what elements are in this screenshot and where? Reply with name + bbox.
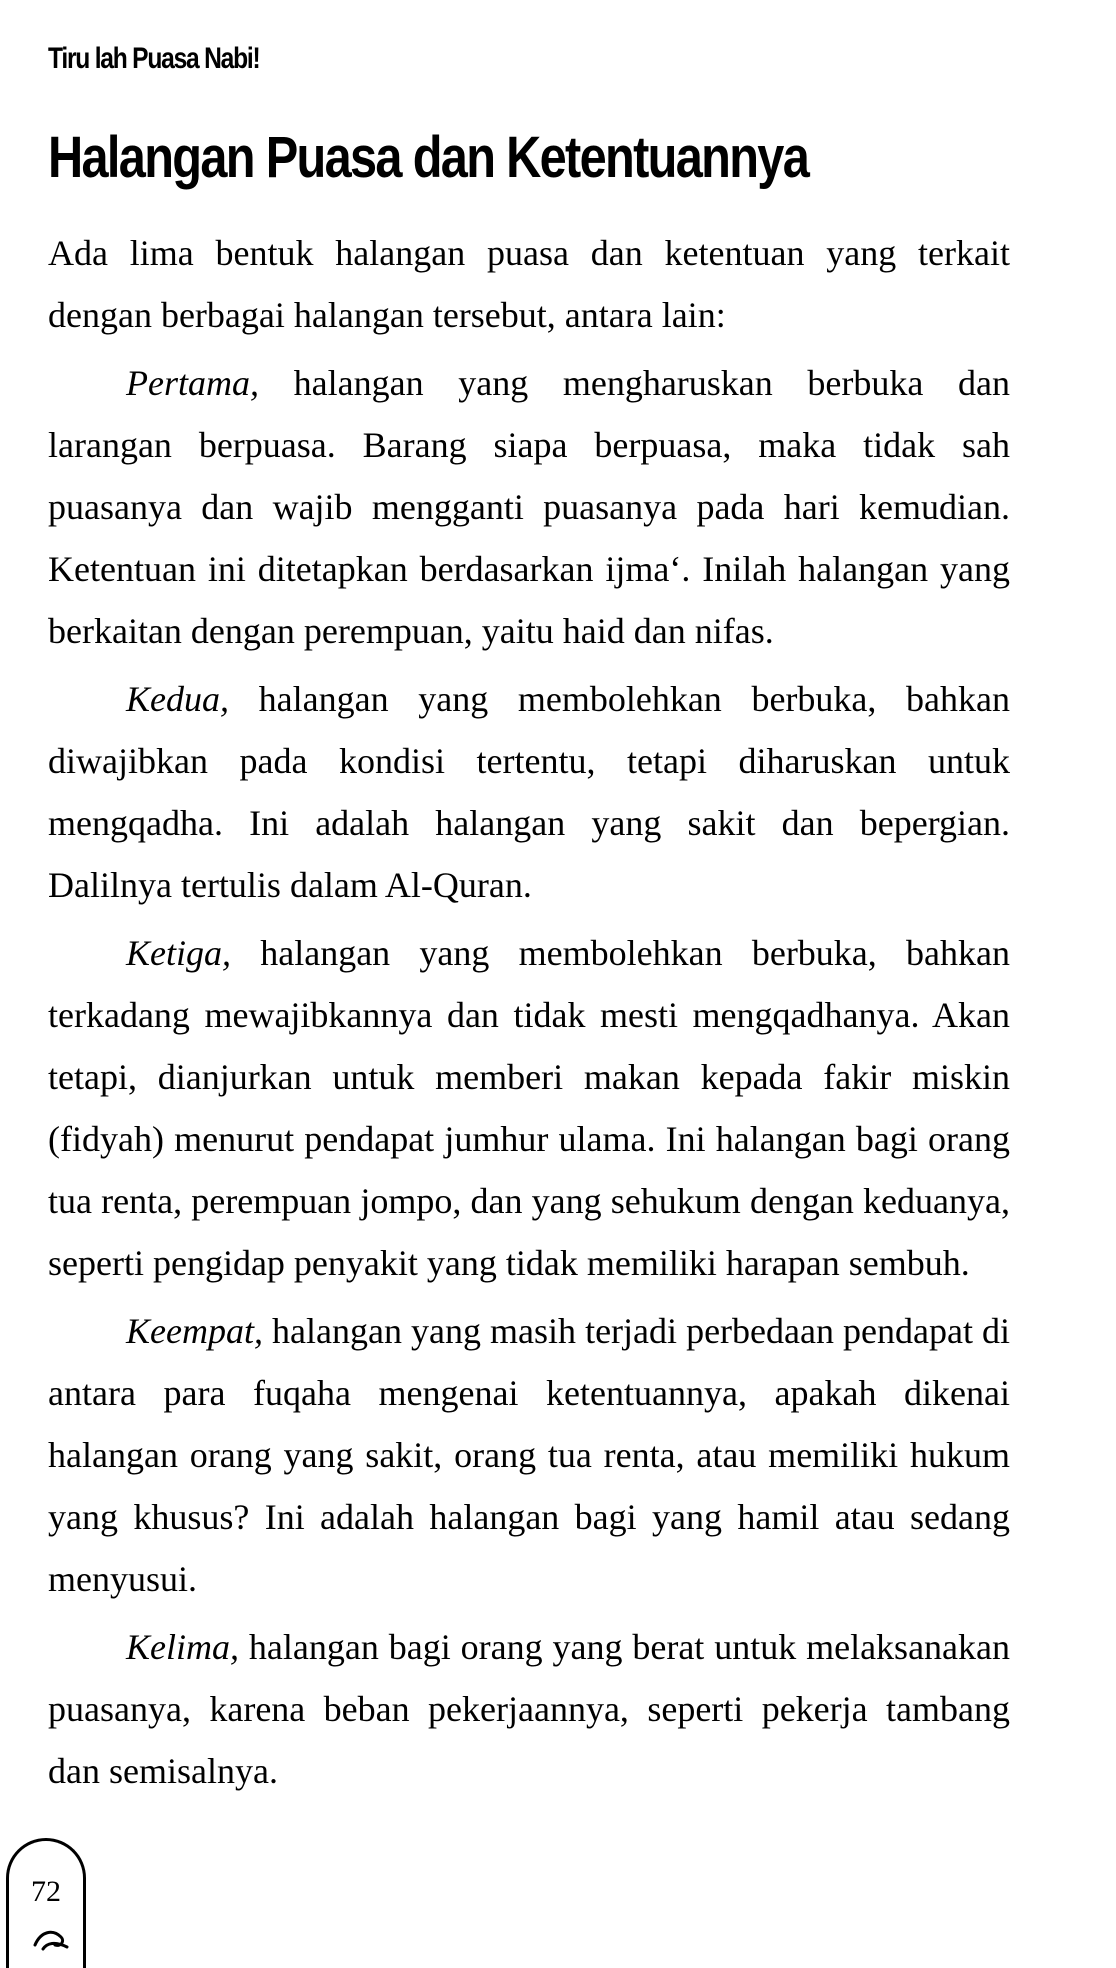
paragraph-kedua [48,668,1010,916]
paragraph-ordinal: Keempat, [126,1311,263,1351]
paragraph-ordinal: Pertama, [126,363,259,403]
paragraph-kelima [48,1616,1010,1802]
paragraph-text: halangan yang membolehkan berbuka, bahkan diwajibkan pada kondisi tertentu, tetapi diharuskan untuk mengqadha. Ini adalah halangan yang sakit dan bepergian. Dalilnya tertulis dalam Al-Quran. [48,679,1010,905]
paragraph-ordinal: Kedua, [126,679,229,719]
intro-paragraph: Ada lima bentuk halangan puasa dan ketentuan yang terkait dengan berbagai halangan tersebut, antara lain: [48,233,1010,335]
paragraph-text: halangan yang mengharuskan berbuka dan larangan berpuasa. Barang siapa berpuasa, maka tidak sah puasanya dan wajib mengganti puasanya pada hari kemudian. Ketentuan ini ditetapkan berdasarkan ijma‘. Inilah halangan yang berkaitan dengan perempuan, yaitu haid dan nifas. [48,363,1010,651]
paragraph-text: halangan yang masih terjadi perbedaan pendapat di antara para fuqaha mengenai ketentuannya, apakah dikenai halangan orang yang sakit, orang tua renta, atau memiliki hukum yang khusus? Ini adalah halangan bagi yang hamil atau sedang menyusui. [48,1311,1010,1599]
page-number: 72 [31,1875,61,1908]
paragraph-text: halangan bagi orang yang berat untuk melaksanakan puasanya, karena beban pekerjaannya, seperti pekerja tambang dan semisalnya. [48,1627,1010,1791]
page-number-badge [6,1838,86,1968]
chapter-title: Halangan Puasa dan Ketentuannya [48,125,809,190]
paragraph-ordinal: Kelima, [126,1627,239,1667]
paragraph-text: halangan yang membolehkan berbuka, bahkan terkadang mewajibkannya dan tidak mesti mengqadhanya. Akan tetapi, dianjurkan untuk memberi makan kepada fakir miskin (fidyah) menurut pendapat jumhur ulama. Ini halangan bagi orang tua renta, perempuan jompo, dan yang sehukum dengan keduanya, seperti pengidap penyakit yang tidak memiliki harapan sembuh. [48,933,1010,1283]
paragraph-keempat [48,1300,1010,1610]
body-text [48,222,1010,1802]
paragraph-pertama [48,352,1010,662]
paragraph-ketiga [48,922,1010,1294]
paragraph-ordinal: Ketiga, [126,933,231,973]
ornament-icon [31,1925,71,1953]
running-head: Tiru lah Puasa Nabi! [48,42,260,75]
